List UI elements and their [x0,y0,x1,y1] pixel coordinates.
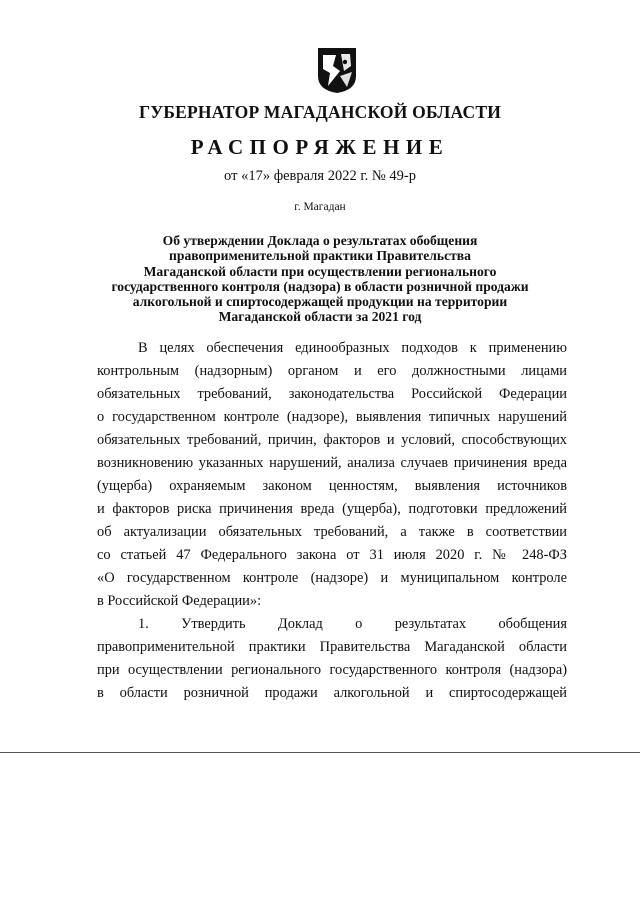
heading-line: Об утверждении Доклада о результатах обобщения [162,233,478,248]
heading-line: правоприменительной практики Правительства [169,248,471,264]
body-line: (ущерба) охраняемым законом ценностям, выявления источников [97,478,567,494]
body-line: о государственном контроле (надзоре), выявления типичных нарушений [97,409,567,425]
body-line: и факторов риска причинения вреда (ущерба), подготовки предложений [97,501,567,517]
document-heading [0,233,640,325]
coat-of-arms-icon [316,46,358,94]
body-line: «О государственном контроле (надзоре) и муниципальном контроле [97,570,567,586]
body-line: об актуализации обязательных требований, а также в соответствии [97,524,567,540]
body-line: со статьей 47 Федерального закона от 31 июля 2020 г. № 248-ФЗ [97,547,567,563]
body-line: возникновению указанных нарушений, анализа случаев причинения вреда [97,455,567,471]
body-line: правоприменительной практики Правительства Магаданской области [97,639,567,655]
body-line: 1. Утвердить Доклад о результатах обобщения [138,616,567,632]
body-line: при осуществлении регионального государственного контроля (надзора) [97,662,567,678]
page-divider [0,752,640,753]
governor-title: ГУБЕРНАТОР МАГАДАНСКОЙ ОБЛАСТИ [138,102,501,122]
body-line: в области розничной продажи алкогольной и спиртосодержащей [97,685,567,701]
heading-line: Магаданской области при осуществлении регионального [143,263,497,279]
body-line: В целях обеспечения единообразных подходов к применению [138,340,567,356]
heading-line: Магаданской области за 2021 год [218,309,422,325]
body-line: контрольным (надзорным) органом и его должностными лицами [97,363,567,379]
heading-line: государственного контроля (надзора) в области розничной продажи [111,278,529,294]
document-date-number: от «17» февраля 2022 г. № 49-р [224,168,416,184]
document-type: РАСПОРЯЖЕНИЕ [190,135,450,159]
document-body [97,337,567,705]
heading-line: алкогольной и спиртосодержащей продукции на территории [132,294,508,310]
document-city: г. Магадан [294,201,346,213]
body-line: в Российской Федерации»: [97,593,262,609]
body-line: обязательных требований, причин, факторов и условий, способствующих [97,432,567,448]
body-line: обязательных требований, законодательства Российской Федерации [97,386,567,402]
